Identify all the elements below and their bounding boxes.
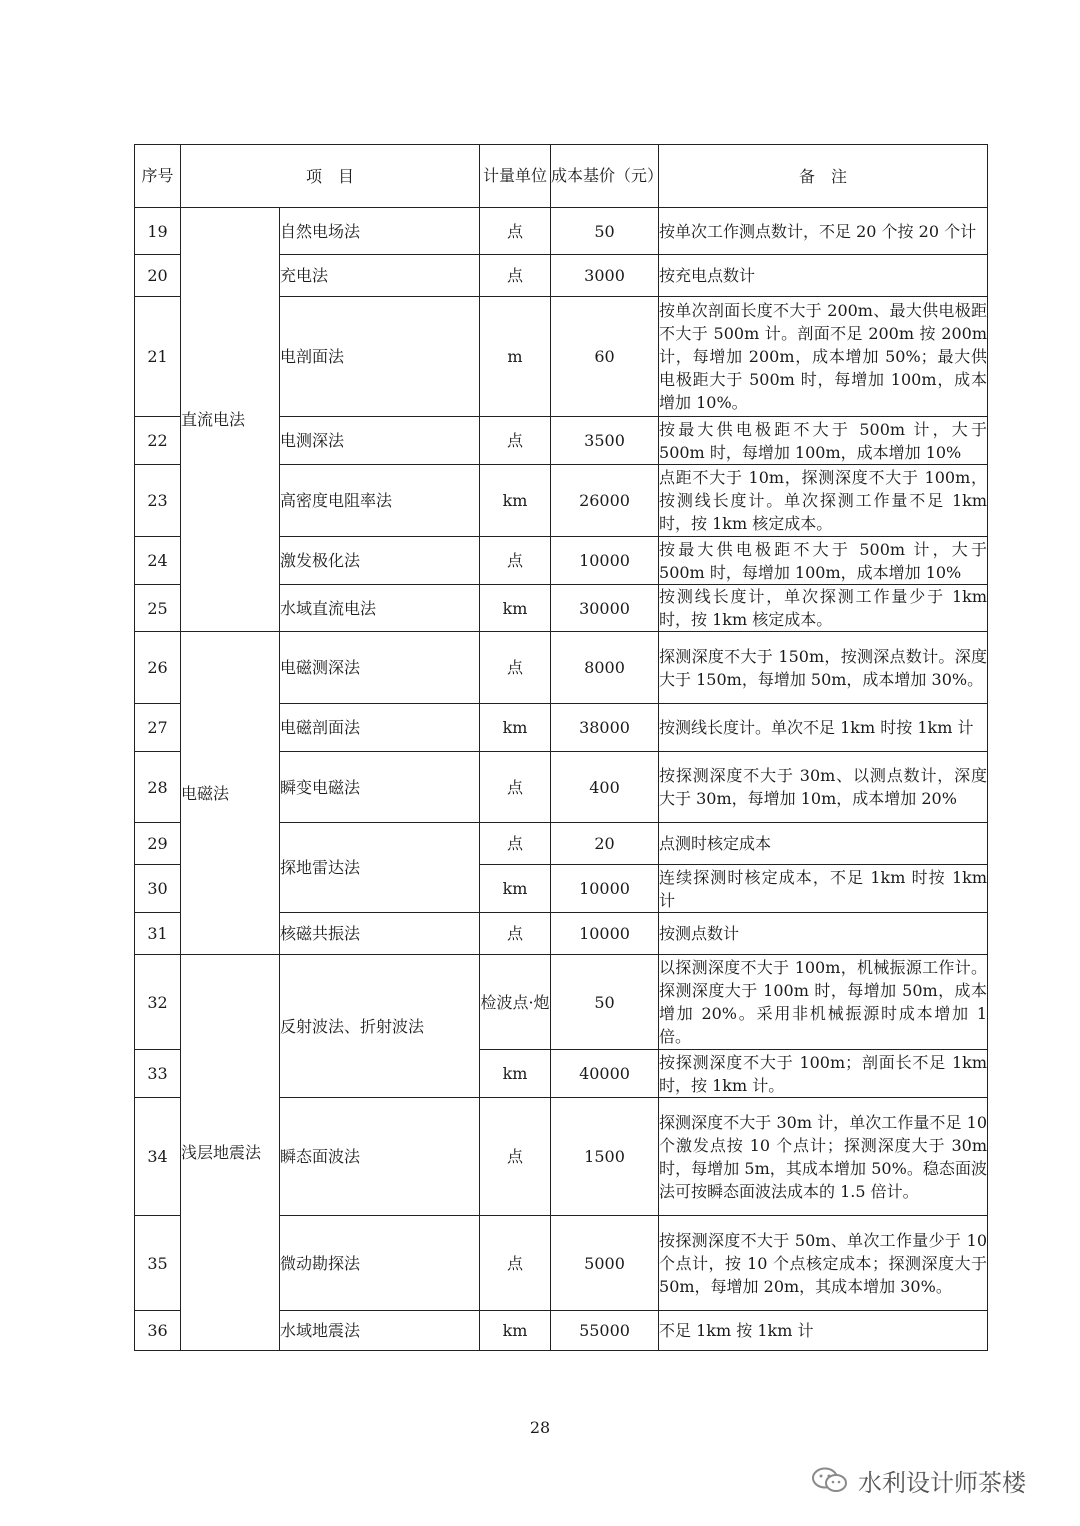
header-note: 备 注 — [659, 145, 988, 208]
header-unit: 计量单位 — [480, 145, 551, 208]
row-seq: 29 — [135, 823, 181, 865]
row-price: 26000 — [551, 465, 659, 537]
row-item: 探地雷达法 — [280, 823, 480, 913]
row-unit: 点 — [480, 632, 551, 704]
row-item: 电测深法 — [280, 417, 480, 465]
row-price: 8000 — [551, 632, 659, 704]
row-seq: 35 — [135, 1216, 181, 1311]
row-note: 连续探测时核定成本，不足 1km 时按 1km 计 — [659, 865, 988, 913]
row-seq: 31 — [135, 913, 181, 955]
row-item: 高密度电阻率法 — [280, 465, 480, 537]
row-note: 按测线长度计，单次探测工作量少于 1km 时，按 1km 核定成本。 — [659, 585, 988, 632]
row-price: 10000 — [551, 913, 659, 955]
row-item: 激发极化法 — [280, 537, 480, 585]
row-unit: km — [480, 1311, 551, 1351]
row-seq: 32 — [135, 955, 181, 1050]
row-note: 按最大供电极距不大于 500m 计，大于 500m 时，每增加 100m，成本增加 10% — [659, 417, 988, 465]
row-seq: 33 — [135, 1050, 181, 1098]
row-seq: 34 — [135, 1098, 181, 1216]
row-unit: km — [480, 1050, 551, 1098]
row-unit: km — [480, 585, 551, 632]
page-number: 28 — [529, 1418, 551, 1437]
row-note: 按单次工作测点数计，不足 20 个按 20 个计 — [659, 208, 988, 255]
row-unit: 点 — [480, 255, 551, 297]
row-unit: 点 — [480, 913, 551, 955]
row-price: 400 — [551, 752, 659, 823]
row-unit: km — [480, 704, 551, 752]
row-price: 10000 — [551, 865, 659, 913]
cost-table — [134, 144, 988, 1351]
row-unit: 检波点·炮 — [480, 955, 551, 1050]
row-price: 3500 — [551, 417, 659, 465]
wechat-icon — [810, 1465, 850, 1495]
row-seq: 20 — [135, 255, 181, 297]
row-price: 3000 — [551, 255, 659, 297]
row-item: 水域直流电法 — [280, 585, 480, 632]
row-price: 20 — [551, 823, 659, 865]
row-seq: 19 — [135, 208, 181, 255]
row-seq: 21 — [135, 297, 181, 417]
row-note: 不足 1km 按 1km 计 — [659, 1311, 988, 1351]
row-item: 充电法 — [280, 255, 480, 297]
row-seq: 24 — [135, 537, 181, 585]
row-price: 50 — [551, 208, 659, 255]
table-row — [135, 955, 988, 1050]
row-seq: 26 — [135, 632, 181, 704]
row-price: 55000 — [551, 1311, 659, 1351]
row-note: 按探测深度不大于 50m、单次工作量少于 10 个点计，按 10 个点核定成本；探测深度大于 50m，每增加 20m，其成本增加 30%。 — [659, 1216, 988, 1311]
header-item: 项 目 — [181, 145, 480, 208]
row-item: 瞬态面波法 — [280, 1098, 480, 1216]
row-price: 10000 — [551, 537, 659, 585]
row-note: 点距不大于 10m，探测深度不大于 100m，按测线长度计。单次探测工作量不足 1km 时，按 1km 核定成本。 — [659, 465, 988, 537]
row-unit: 点 — [480, 1216, 551, 1311]
row-price: 38000 — [551, 704, 659, 752]
row-seq: 25 — [135, 585, 181, 632]
row-seq: 23 — [135, 465, 181, 537]
row-item: 核磁共振法 — [280, 913, 480, 955]
row-note: 按探测深度不大于 30m、以测点数计，深度大于 30m，每增加 10m，成本增加 20% — [659, 752, 988, 823]
table-row — [135, 632, 988, 704]
row-unit: 点 — [480, 417, 551, 465]
category-seismic: 浅层地震法 — [181, 955, 280, 1351]
header-price: 成本基价（元） — [551, 145, 659, 208]
row-seq: 28 — [135, 752, 181, 823]
row-price: 40000 — [551, 1050, 659, 1098]
row-unit: km — [480, 465, 551, 537]
row-unit: km — [480, 865, 551, 913]
row-price: 1500 — [551, 1098, 659, 1216]
row-unit: 点 — [480, 823, 551, 865]
row-item: 微动勘探法 — [280, 1216, 480, 1311]
row-price: 50 — [551, 955, 659, 1050]
watermark-text: 水利设计师茶楼 — [858, 1468, 1026, 1497]
row-seq: 30 — [135, 865, 181, 913]
row-item: 反射波法、折射波法 — [280, 955, 480, 1098]
table-row — [135, 208, 988, 255]
row-unit: 点 — [480, 1098, 551, 1216]
row-note: 探测深度不大于 30m 计，单次工作量不足 10 个激发点按 10 个点计；探测深度大于 30m 时，每增加 5m，其成本增加 50%。稳态面波法可按瞬态面波法成本的 1.5 倍计。 — [659, 1098, 988, 1216]
row-item: 电磁测深法 — [280, 632, 480, 704]
row-price: 5000 — [551, 1216, 659, 1311]
row-unit: m — [480, 297, 551, 417]
row-item: 电磁剖面法 — [280, 704, 480, 752]
row-note: 按最大供电极距不大于 500m 计，大于 500m 时，每增加 100m，成本增加 10% — [659, 537, 988, 585]
header-row — [135, 145, 988, 208]
row-price: 30000 — [551, 585, 659, 632]
row-note: 点测时核定成本 — [659, 823, 988, 865]
row-unit: 点 — [480, 752, 551, 823]
category-dc: 直流电法 — [181, 208, 280, 632]
row-note: 按测点数计 — [659, 913, 988, 955]
row-seq: 36 — [135, 1311, 181, 1351]
category-em: 电磁法 — [181, 632, 280, 955]
row-unit: 点 — [480, 208, 551, 255]
row-seq: 27 — [135, 704, 181, 752]
watermark — [810, 1462, 1026, 1498]
row-note: 探测深度不大于 150m，按测深点数计。深度大于 150m，每增加 50m，成本增加 30%。 — [659, 632, 988, 704]
row-note: 以探测深度不大于 100m，机械振源工作计。探测深度大于 100m 时，每增加 50m，成本增加 20%。采用非机械振源时成本增加 1 倍。 — [659, 955, 988, 1050]
row-note: 按充电点数计 — [659, 255, 988, 297]
row-unit: 点 — [480, 537, 551, 585]
row-note: 按探测深度不大于 100m；剖面长不足 1km 时，按 1km 计。 — [659, 1050, 988, 1098]
row-item: 水域地震法 — [280, 1311, 480, 1351]
header-seq: 序号 — [135, 145, 181, 208]
row-note: 按单次剖面长度不大于 200m、最大供电极距不大于 500m 计。剖面不足 200m 按 200m 计，每增加 200m，成本增加 50%；最大供电极距大于 500m 时，每增加 100m，成本增加 10%。 — [659, 297, 988, 417]
row-item: 自然电场法 — [280, 208, 480, 255]
row-item: 电剖面法 — [280, 297, 480, 417]
row-seq: 22 — [135, 417, 181, 465]
row-item: 瞬变电磁法 — [280, 752, 480, 823]
row-price: 60 — [551, 297, 659, 417]
row-note: 按测线长度计。单次不足 1km 时按 1km 计 — [659, 704, 988, 752]
